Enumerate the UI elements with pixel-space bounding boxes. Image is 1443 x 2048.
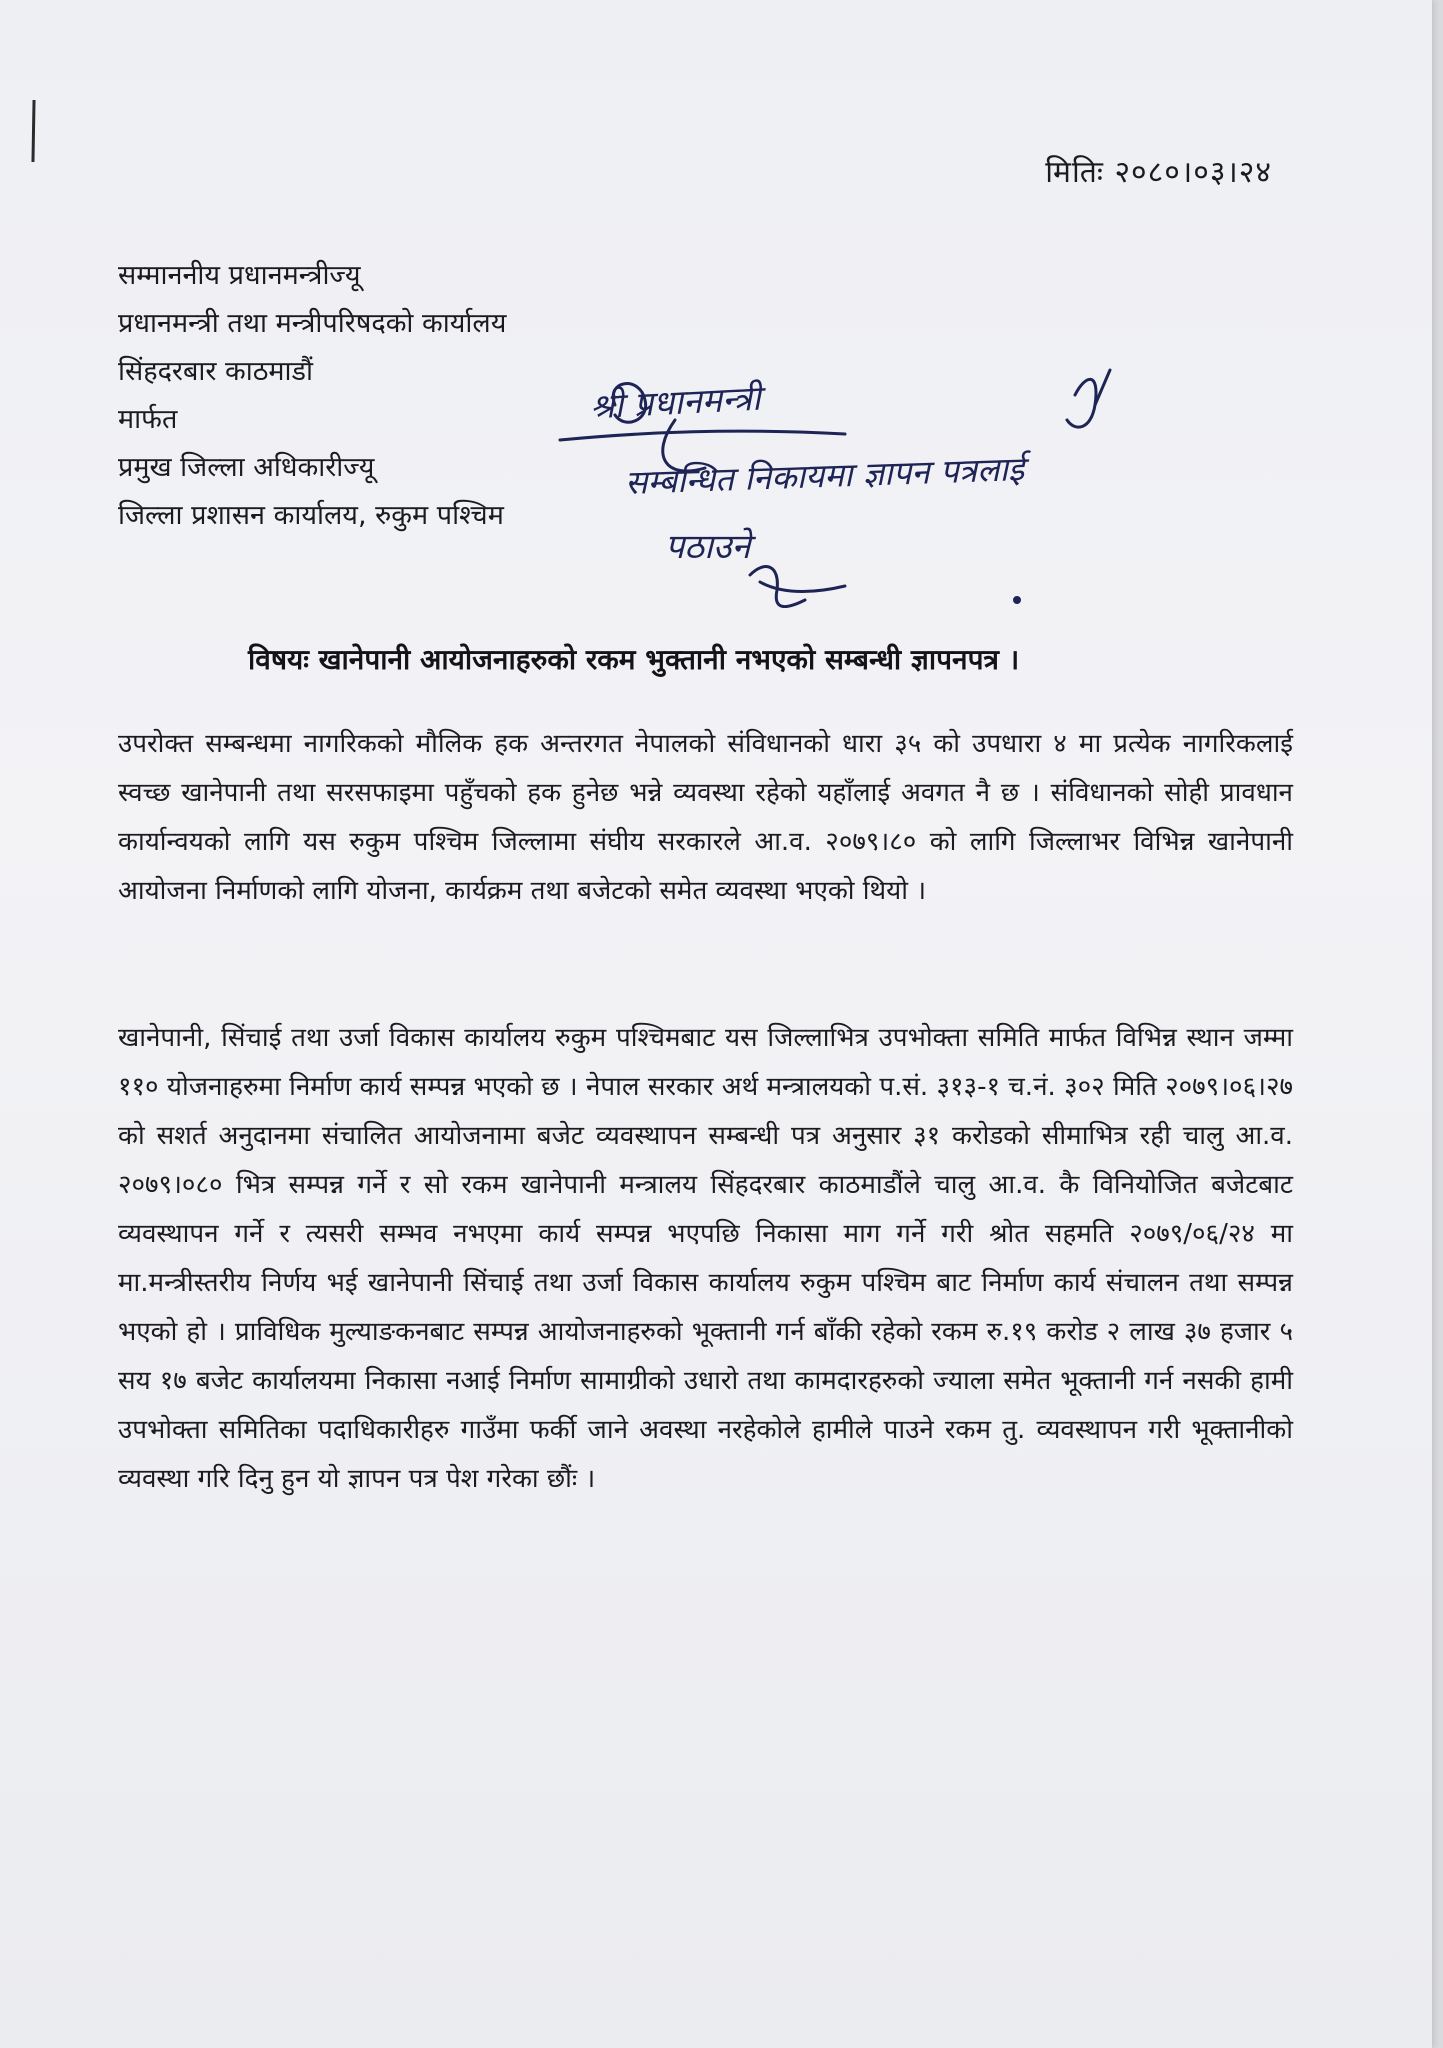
address-line-2: प्रधानमन्त्री तथा मन्त्रीपरिषदको कार्यालय — [118, 308, 507, 339]
address-line-5: प्रमुख जिल्ला अधिकारीज्यू — [118, 452, 375, 483]
address-line-1: सम्माननीय प्रधानमन्त्रीज्यू — [118, 260, 361, 291]
letter-subject: विषयः खानेपानी आयोजनाहरुको रकम भुक्तानी नभएको सम्बन्धी ज्ञापनपत्र । — [248, 643, 1020, 676]
address-line-4: मार्फत — [118, 404, 178, 435]
letter-date: मितिः २०८०।०३।२४ — [1045, 155, 1272, 190]
note-line-3: पठाउने — [665, 527, 751, 567]
note-line-1: श्री प्रधानमन्त्री — [589, 378, 762, 428]
note-line-2: सम्बन्धित निकायमा ज्ञापन पत्रलाई — [624, 449, 1025, 502]
address-line-6: जिल्ला प्रशासन कार्यालय, रुकुम पश्चिम — [118, 500, 504, 531]
margin-mark — [31, 100, 35, 162]
body-paragraph-2: खानेपानी, सिंचाई तथा उर्जा विकास कार्यालय रुकुम पश्चिमबाट यस जिल्लाभित्र उपभोक्ता समिति मार्फत विभिन्न स्थान जम्मा ११० योजनाहरुमा निर्माण कार्य सम्पन्न भएको छ । नेपाल सरकार अर्थ मन्त्रालयको प.सं. ३१३-१ च.नं. ३०२ मिति २०७९।०६।२७ को सशर्त अनुदानमा संचालित आयोजनामा बजेट व्यवस्थापन सम्बन्धी पत्र अनुसार ३१ करोडको सीमाभित्र रही चालु आ.व. २०७९।०८० भित्र सम्पन्न गर्ने र सो रकम खानेपानी मन्त्रालय सिंहदरबार काठमाडौंले चालु आ.व. कै विनियोजित बजेटबाट व्यवस्थापन गर्ने र त्यसरी सम्भव नभएमा कार्य सम्पन्न भएपछि निकासा माग गर्ने गरी श्रोत सहमति २०७९/०६/२४ मा मा.मन्त्रीस्तरीय निर्णय भई खानेपानी सिंचाई तथा उर्जा विकास कार्यालय रुकुम पश्चिम बाट निर्माण कार्य संचालन तथा सम्पन्न भएको हो । प्राविधिक मुल्याङकनबाट सम्पन्न आयोजनाहरुको भूक्तानी गर्न बाँकी रहेको रकम रु.१९ करोड २ लाख ३७ हजार ५ सय १७ बजेट कार्यालयमा निकासा नआई निर्माण सामाग्रीको उधारो तथा कामदारहरुको ज्याला समेत भूक्तानी गर्न नसकी हामी उपभोक्ता समितिका पदाधिकारीहरु गाउँमा फर्की जाने अवस्था नरहेकोले हामीले पाउने रकम तु. व्यवस्थापन गरी भूक्तानीको व्यवस्था गरि दिनु हुन यो ज्ञापन पत्र पेश गरेका छौंः । — [118, 1023, 1293, 1494]
address-line-3: सिंहदरबार काठमाडौं — [118, 356, 313, 387]
handwritten-endorsement — [555, 360, 1375, 620]
recipient-address — [118, 252, 506, 540]
body-paragraph-1: उपरोक्त सम्बन्धमा नागरिकको मौलिक हक अन्तरगत नेपालको संविधानको धारा ३५ को उपधारा ४ मा प्रत्येक नागरिकलाई स्वच्छ खानेपानी तथा सरसफाइमा पहुँचको हक हुनेछ भन्ने व्यवस्था रहेको यहाँलाई अवगत नै छ । संविधानको सोही प्रावधान कार्यान्वयको लागि यस रुकुम पश्चिम जिल्लामा संघीय सरकारले आ.व. २०७९।८० को लागि जिल्लाभर विभिन्न खानेपानी आयोजना निर्माणको लागि योजना, कार्यक्रम तथा बजेटको समेत व्यवस्था भएको थियो । — [118, 729, 1293, 906]
